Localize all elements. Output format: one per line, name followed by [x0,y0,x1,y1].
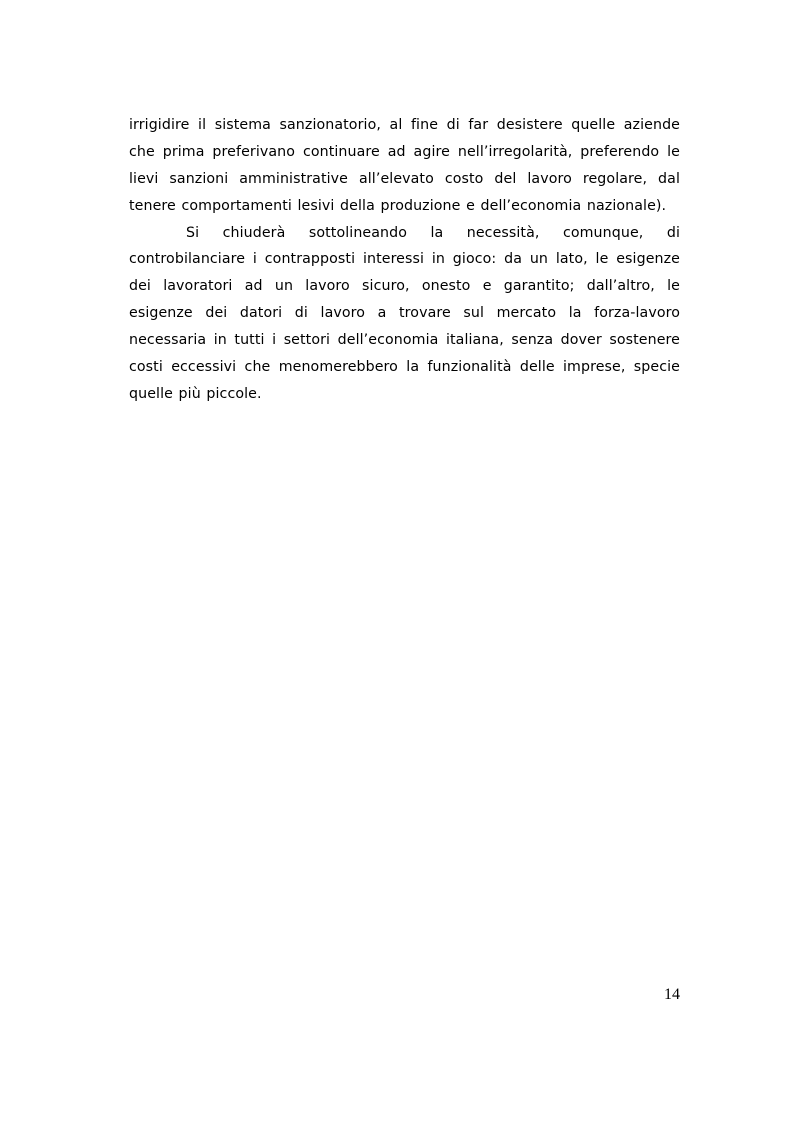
text-line: dei lavoratori ad un lavoro sicuro, onesto e garantito; dall’altro, le [129,278,680,295]
text-line: Si chiuderà sottolineando la necessità, comunque, di [186,224,680,241]
text-line: controbilanciare i contrapposti interessi in gioco: da un lato, le esigenze [129,251,680,268]
text-line: esigenze dei datori di lavoro a trovare sul mercato la forza-lavoro [129,305,680,322]
text-line: quelle più piccole. [129,385,262,402]
text-line: tenere comportamenti lesivi della produzione e dell’economia nazionale). [129,197,667,214]
page-number: 14 [664,986,680,1003]
text-line: costi eccessivi che menomerebbero la funzionalità delle imprese, specie [129,359,680,376]
text-line: lievi sanzioni amministrative all’elevato costo del lavoro regolare, dal [129,170,680,187]
text-line: che prima preferivano continuare ad agire nell’irregolarità, preferendo le [129,143,680,160]
text-line: necessaria in tutti i settori dell’economia italiana, senza dover sostenere [129,332,680,349]
body-text [129,112,680,408]
text-line: irrigidire il sistema sanzionatorio, al fine di far desistere quelle aziende [129,117,680,133]
